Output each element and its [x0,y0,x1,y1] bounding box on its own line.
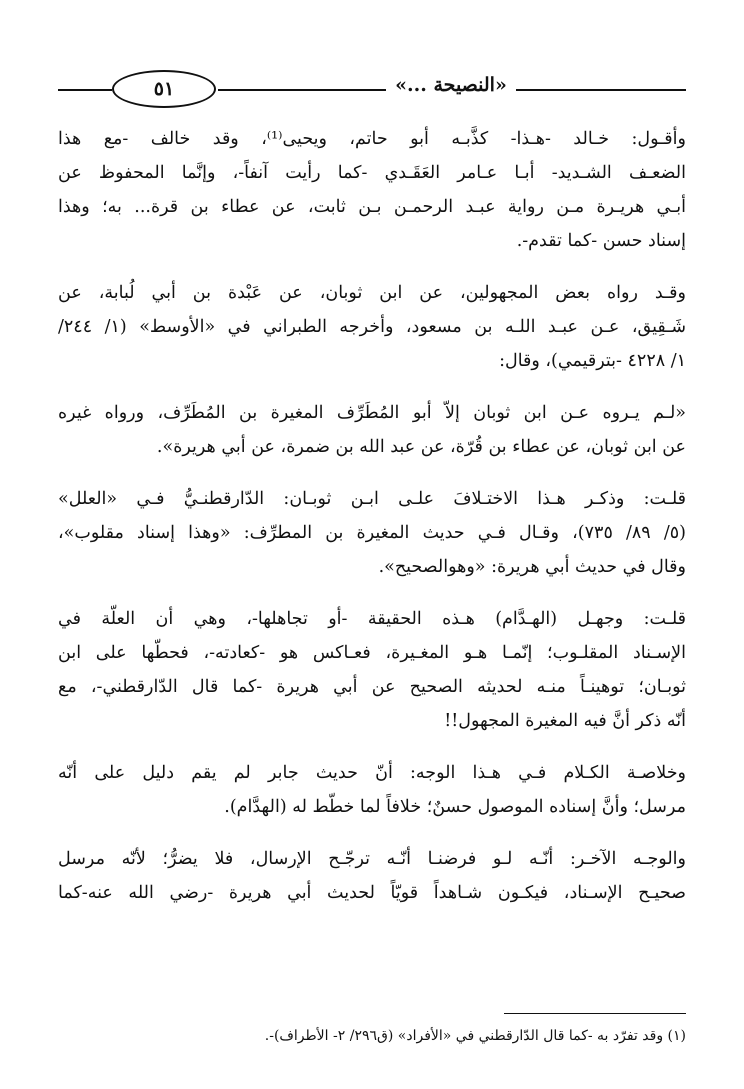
text-line: «لـم يـروه عـن ابن ثوبان إلاّ أبو المُطَرِّف المغيرة بن المُطَرِّف، ورواه غيره [58,403,686,423]
text-line: أبـي هريـرة مـن رواية عبـد الرحمـن بـن ثابت، عن عطاء بن قرة... به؛ وهذا [58,197,686,217]
text-line: (٥/ ٨٩/ ٧٣٥)، وقـال فـي حديث المغيرة بن المطرِّف: «وهذا إسناد مقلوب»، [58,523,686,543]
text-line: شَـقِيق، عـن عبـد اللـه بن مسعود، وأخرجه الطبراني في «الأوسط» (١/ ٢٤٤/ [58,317,686,337]
header-rule-left [58,89,112,91]
paragraph [58,756,686,824]
text-line: إسناد حسن -كما تقدم-. [516,231,686,251]
paragraph [58,842,686,910]
page-number: ٥١ [112,70,216,108]
paragraph [58,122,686,258]
paragraph [58,602,686,738]
paragraph [58,396,686,464]
text-line: وقـد رواه بعض المجهولين، عن ابن ثوبان، عن عَبْدة بن أبي لُبابة، عن [58,283,686,303]
text-line: وقال في حديث أبي هريرة: «وهوالصحيح». [378,557,686,577]
text-line: الضعـف الشـديد- أبـا عـامر العَقَـدي -كما رأيت آنفاً-، وإنَّما المحفوظ عن [58,163,686,183]
running-header [58,64,686,104]
body-text [58,122,686,910]
text-line: قلـت: وجهـل (الهـدَّام) هـذه الحقيقة -أو تجاهلها-، وهي أن العلّة في [58,609,686,629]
text-line: عن ابن ثوبان، عن عطاء بن قُرّة، عن عبد الله بن ضمرة، عن أبي هريرة». [156,437,686,457]
text-line: وأقـول: خـالد -هـذا- كذَّبـه أبو حاتم، ويحيى⁽¹⁾، وقد خالف -مع هذا [58,129,686,149]
header-rule-right [516,89,686,91]
header-rule-middle [218,89,386,91]
text-line: قلـت: وذكـر هـذا الاختـلافَ علـى ابـن ثوبـان: الدّارقطنـيُّ فـي «العلل» [58,489,686,509]
text-line: ثوبـان؛ توهينـاً منـه لحديثه الصحيح عن أبي هريرة -كما قال الدّارقطني-، مع [58,677,686,697]
text-line: وخلاصـة الكـلام فـي هـذا الوجه: أنّ حديث جابر لم يقم دليل على أنّه [58,763,686,783]
paragraph [58,276,686,378]
running-title: «النصيحة ...» [395,74,507,96]
footnote: (١) وقد تفرّد به -كما قال الدّارقطني في «الأفراد» (ق٢٩٦/ ٢- الأطراف)-. [264,1028,686,1044]
text-line: أنّه ذكر أنَّ فيه المغيرة المجهول!! [444,711,686,731]
text-line: صحيـح الإسـناد، فيكـون شـاهداً قويّاً لحديث أبي هريرة -رضي الله عنه-كما [58,883,686,903]
text-line: ١/ ٤٢٢٨ -بترقيمي)، وقال: [499,351,686,371]
footnote-separator [504,1013,686,1014]
text-line: والوجـه الآخـر: أنّـه لـو فرضنـا أنّـه ترجّـح الإرسال، فلا يضرُّ؛ لأنّه مرسل [58,849,686,869]
paragraph [58,482,686,584]
text-line: مرسل؛ وأنَّ إسناده الموصول حسنٌ؛ خلافاً لما خطّط له (الهدَّام). [224,797,686,817]
text-line: الإسـناد المقلـوب؛ إنّمـا هـو المغـيرة، فعـاكس هو -كعادته-، فحطّها على ابن [58,643,686,663]
